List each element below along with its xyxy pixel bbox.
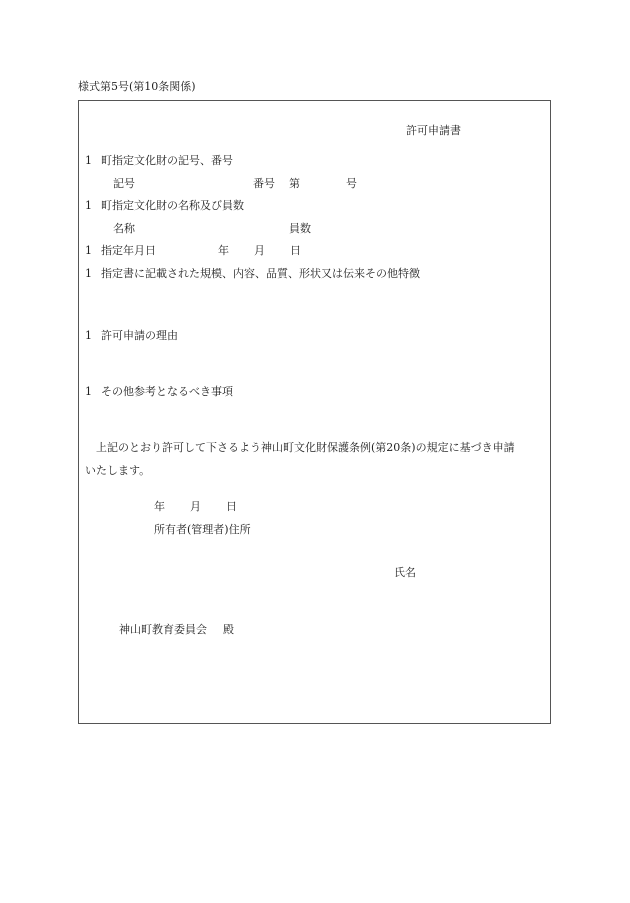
form-title: 許可申請書 bbox=[406, 124, 461, 137]
application-day-label: 日 bbox=[226, 500, 237, 513]
kigo-label: 記号 bbox=[113, 177, 135, 190]
application-month-label: 月 bbox=[190, 500, 201, 513]
bango-label: 番号 bbox=[253, 177, 275, 190]
designation-day-label: 日 bbox=[290, 244, 301, 257]
item-designation-date: 指定年月日 bbox=[101, 244, 156, 257]
item-other-notes: その他参考となるべき事項 bbox=[101, 385, 233, 398]
item-marker: 1 bbox=[85, 244, 92, 257]
item-designated-number: 町指定文化財の記号、番号 bbox=[101, 154, 233, 167]
insu-label: 員数 bbox=[289, 222, 311, 235]
application-year-label: 年 bbox=[154, 500, 165, 513]
item-marker: 1 bbox=[85, 385, 92, 398]
statement-line-2: いたします。 bbox=[85, 464, 151, 477]
designation-month-label: 月 bbox=[254, 244, 265, 257]
statement-line-1: 上記のとおり許可して下さるよう神山町文化財保護条例(第20条)の規定に基づき申請 bbox=[96, 441, 515, 454]
owner-name-label: 氏名 bbox=[394, 566, 416, 579]
item-name-quantity: 町指定文化財の名称及び員数 bbox=[101, 199, 244, 212]
item-reason: 許可申請の理由 bbox=[101, 329, 178, 342]
dai-label: 第 bbox=[289, 177, 300, 190]
item-marker: 1 bbox=[85, 154, 92, 167]
addressee-name: 神山町教育委員会 bbox=[119, 623, 207, 636]
addressee-honorific: 殿 bbox=[223, 623, 234, 636]
form-number: 様式第5号(第10条関係) bbox=[78, 80, 196, 93]
meisho-label: 名称 bbox=[113, 222, 135, 235]
item-marker: 1 bbox=[85, 267, 92, 280]
designation-year-label: 年 bbox=[218, 244, 229, 257]
item-marker: 1 bbox=[85, 199, 92, 212]
item-features: 指定書に記載された規模、内容、品質、形状又は伝来その他特徴 bbox=[101, 267, 420, 280]
go-label: 号 bbox=[346, 177, 357, 190]
item-marker: 1 bbox=[85, 329, 92, 342]
owner-address-label: 所有者(管理者)住所 bbox=[154, 523, 251, 536]
